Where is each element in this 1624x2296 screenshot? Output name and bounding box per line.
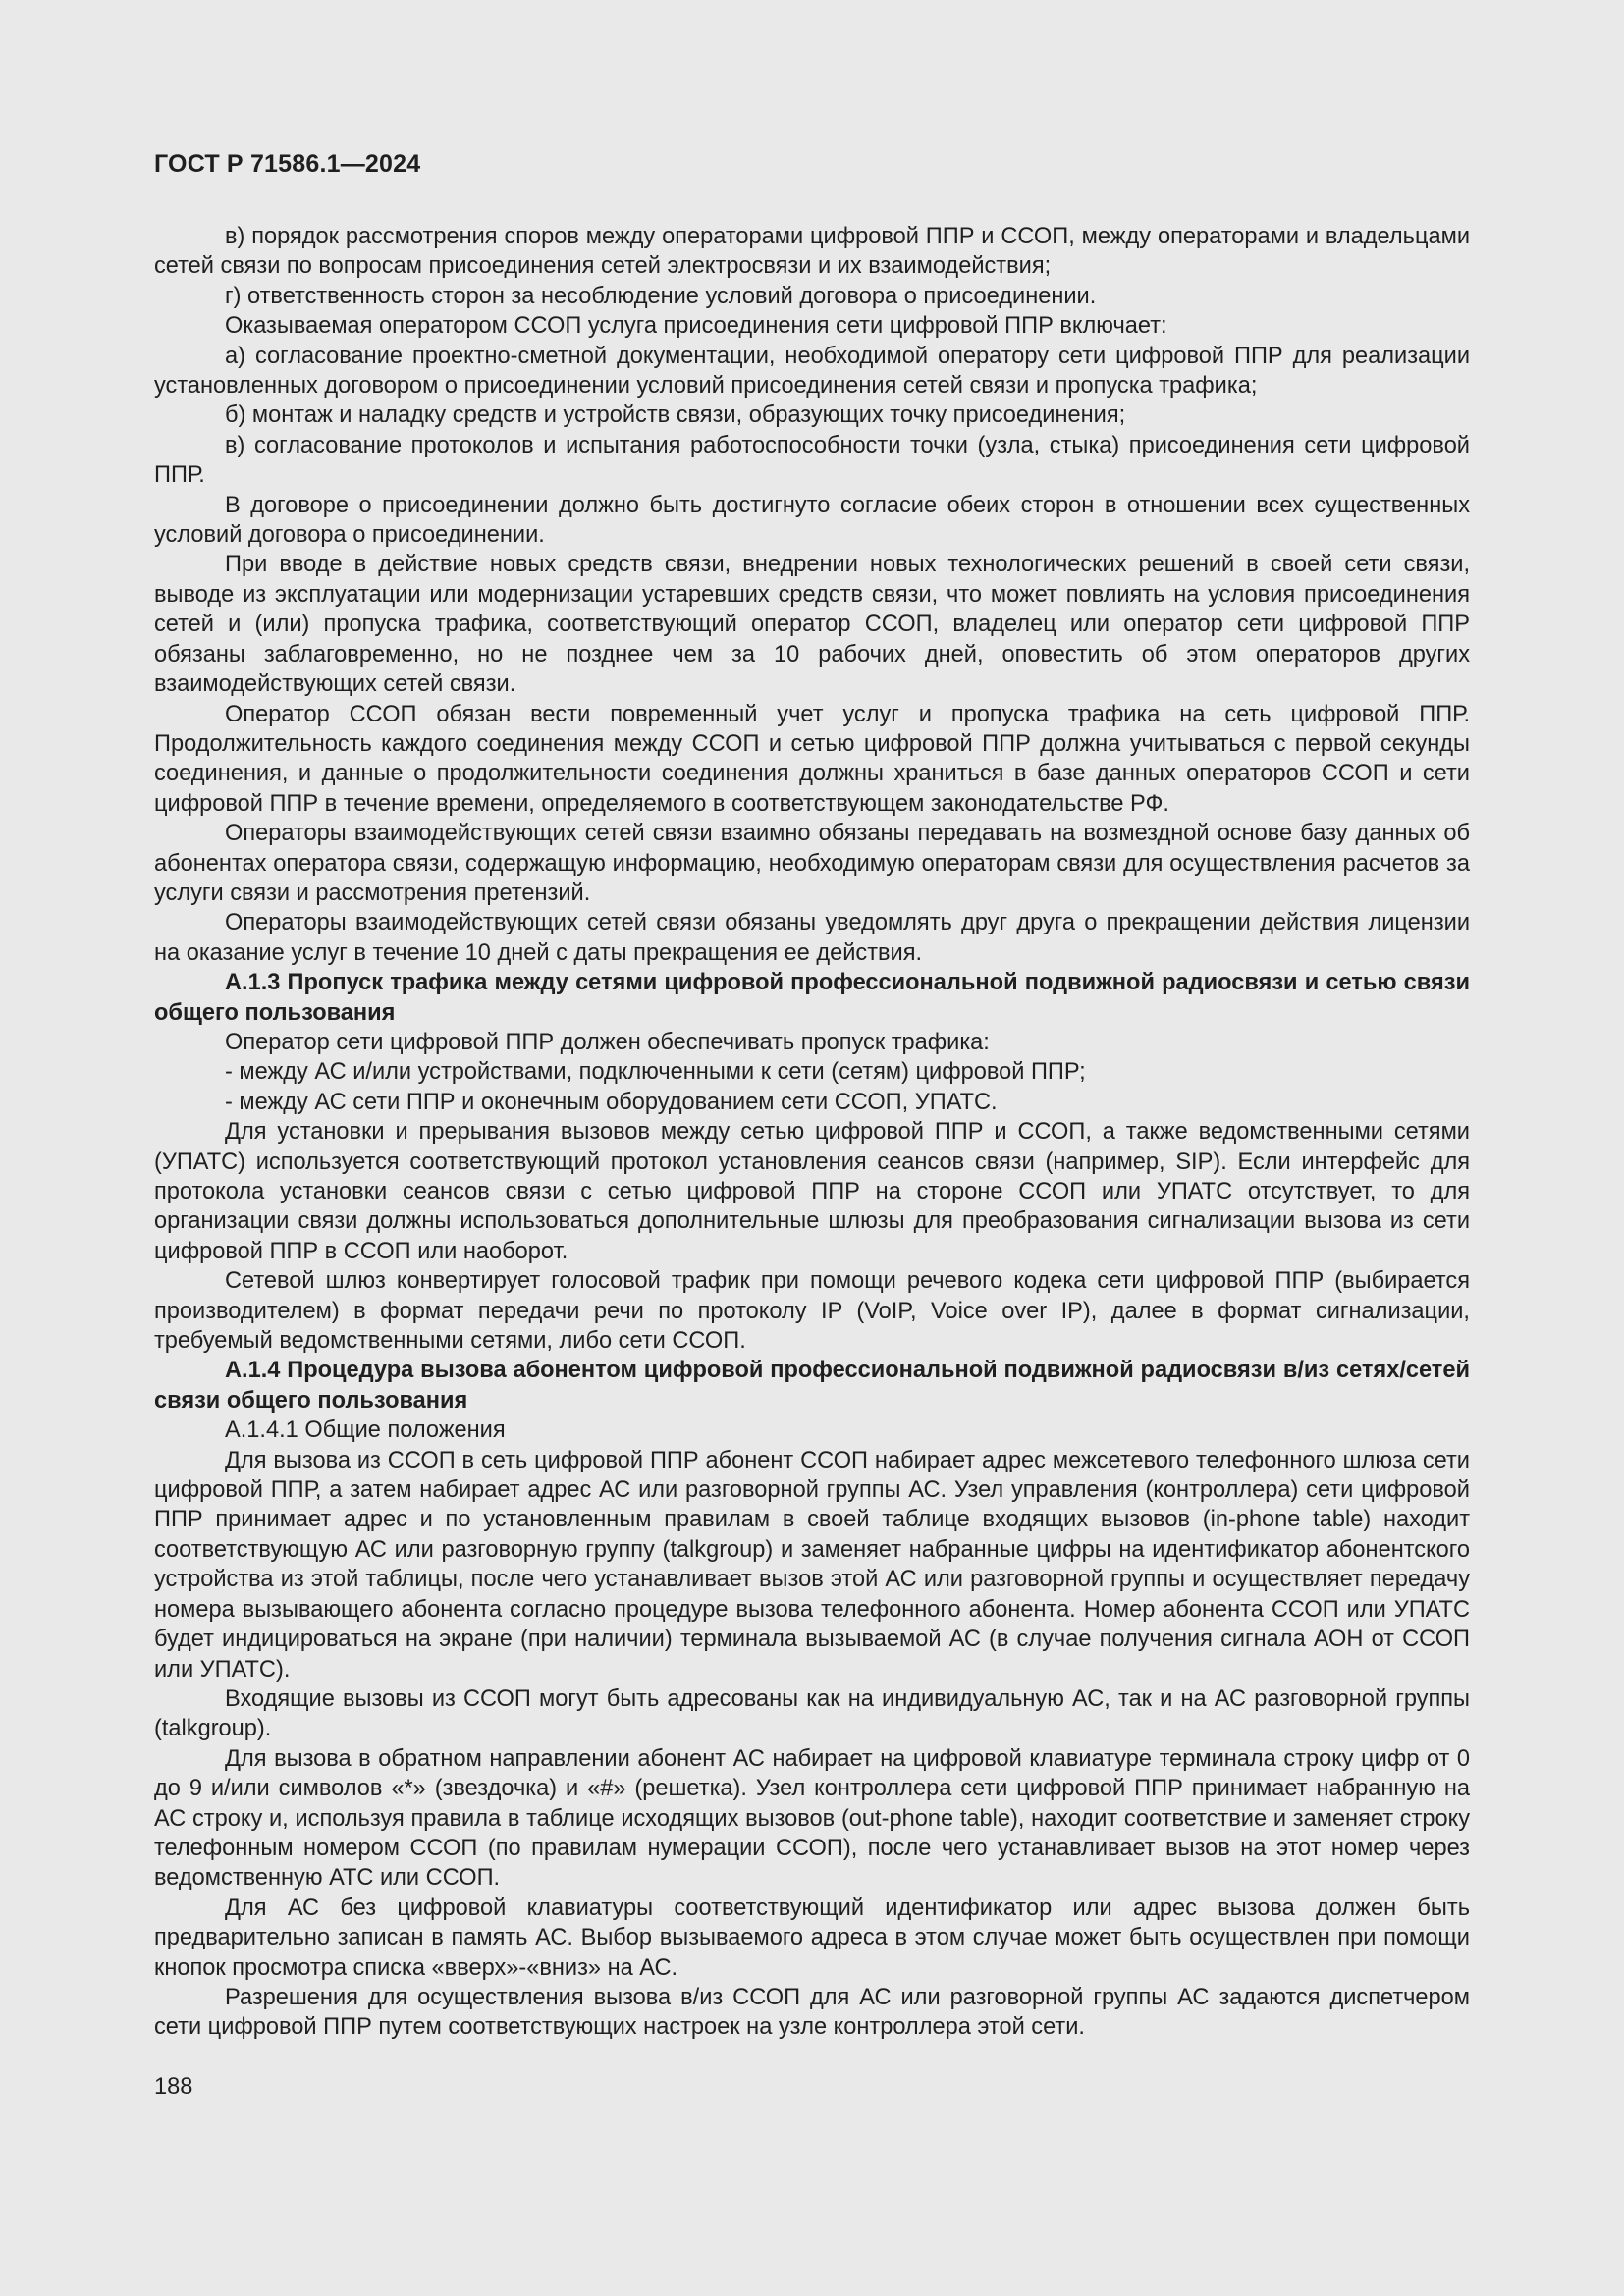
paragraph: Операторы взаимодействующих сетей связи взаимно обязаны передавать на возмездной основе базу данных об абонентах оператора связи, содержащую информацию, необходимую операторам связи для осуществления расчетов за услуги связи и рассмотрения претензий. [154, 821, 1470, 906]
document-body [154, 222, 1470, 2043]
paragraph: б) монтаж и наладку средств и устройств связи, образующих точку присоединения; [225, 402, 1126, 429]
paragraph: Операторы взаимодействующих сетей связи обязаны уведомлять друг друга о прекращении действия лицензии на оказание услуг в течение 10 дней с даты прекращения ее действия. [154, 910, 1470, 966]
paragraph: г) ответственность сторон за несоблюдение условий договора о присоединении. [225, 283, 1097, 309]
document-header: ГОСТ Р 71586.1—2024 [154, 150, 421, 178]
paragraph: Для вызова в обратном направлении абонент АС набирает на цифровой клавиатуре терминала строку цифр от 0 до 9 и/или символов «*» (звездочка) и «#» (решетка). Узел контроллера сети цифровой ППР принимает набранную на АС строку и, используя правила в таблице исходящих вызовов (out-phone table), находит соответствие и заменяет строку телефонным номером ССОП (по правилам нумерации ССОП), после чего устанавливает вызов на этот номер через ведомственную АТС или ССОП. [154, 1745, 1470, 1892]
paragraph: - между АС сети ППР и оконечным оборудованием сети ССОП, УПАТС. [225, 1089, 998, 1115]
page-number: 188 [154, 2074, 193, 2100]
paragraph: Разрешения для осуществления вызова в/из ССОП для АС или разговорной группы АС задаются диспетчером сети цифровой ППР путем соответствующих настроек на узле контроллера этой сети. [154, 1984, 1470, 2041]
paragraph: Для установки и прерывания вызовов между сетью цифровой ППР и ССОП, а также ведомственными сетями (УПАТС) используется соответствующий протокол установления сеансов связи (например, SIP). Если интерфейс для протокола установки сеансов связи с сетью цифровой ППР на стороне ССОП или УПАТС отсутствует, то для организации связи должны использоваться дополнительные шлюзы для преобразования сигнализации вызова из сети цифровой ППР в ССОП или наоборот. [154, 1119, 1470, 1264]
paragraph: в) согласование протоколов и испытания работоспособности точки (узла, стыка) присоединения сети цифровой ППР. [154, 432, 1470, 489]
paragraph: Оператор сети цифровой ППР должен обеспечивать пропуск трафика: [225, 1029, 990, 1055]
section-heading: А.1.4 Процедура вызова абонентом цифровой профессиональной подвижной радиосвязи в/из сетях/сетей связи общего пользования [154, 1358, 1470, 1414]
paragraph: Для АС без цифровой клавиатуры соответствующий идентификатор или адрес вызова должен быть предварительно записан в память АС. Выбор вызываемого адреса в этом случае может быть осуществлен при помощи кнопок просмотра списка «вверх»-«вниз» на АС. [154, 1895, 1470, 1981]
paragraph: Оказываемая оператором ССОП услуга присоединения сети цифровой ППР включает: [225, 313, 1167, 340]
section-heading: А.1.3 Пропуск трафика между сетями цифровой профессиональной подвижной радиосвязи и сетью связи общего пользования [154, 970, 1470, 1026]
paragraph: Оператор ССОП обязан вести повременный учет услуг и пропуска трафика на сеть цифровой ППР. Продолжительность каждого соединения между ССОП и сетью цифровой ППР должна учитываться с первой секунды соединения, и данные о продолжительности соединения должны храниться в базе данных операторов ССОП и сети цифровой ППР в течение времени, определяемого в соответствующем законодательстве РФ. [154, 701, 1470, 817]
paragraph: При вводе в действие новых средств связи, внедрении новых технологических решений в своей сети связи, выводе из эксплуатации или модернизации устаревших средств связи, что может повлиять на условия присоединения сетей и (или) пропуска трафика, соответствующий оператор ССОП, владелец или оператор сети цифровой ППР обязаны заблаговременно, но не позднее чем за 10 рабочих дней, оповестить об этом операторов других взаимодействующих сетей связи. [154, 552, 1470, 698]
paragraph: В договоре о присоединении должно быть достигнуто согласие обеих сторон в отношении всех существенных условий договора о присоединении. [154, 492, 1470, 549]
paragraph: в) порядок рассмотрения споров между операторами цифровой ППР и ССОП, между операторами и владельцами сетей связи по вопросам присоединения сетей электросвязи и их взаимодействия; [154, 224, 1470, 280]
paragraph: а) согласование проектно-сметной документации, необходимой оператору сети цифровой ППР для реализации установленных договором о присоединении условий присоединения сетей связи и пропуска трафика; [154, 343, 1470, 400]
paragraph: Входящие вызовы из ССОП могут быть адресованы как на индивидуальную АС, так и на АС разговорной группы (talkgroup). [154, 1685, 1470, 1742]
paragraph: А.1.4.1 Общие положения [225, 1417, 506, 1444]
paragraph: Для вызова из ССОП в сеть цифровой ППР абонент ССОП набирает адрес межсетевого телефонного шлюза сети цифровой ППР, а затем набирает адрес АС или разговорной группы АС. Узел управления (контроллера) сети цифровой ППР принимает адрес и по установленным правилам в своей таблице входящих вызовов (in-phone table) находит соответствующую АС или разговорную группу (talkgroup) и заменяет набранные цифры на идентификатор абонентского устройства из этой таблицы, после чего устанавливает вызов этой АС или разговорной группы и осуществляет передачу номера вызывающего абонента согласно процедуре вызова телефонного абонента. Номер абонента ССОП или УПАТС будет индицироваться на экране (при наличии) терминала вызываемой АС (в случае получения сигнала АОН от ССОП или УПАТС). [154, 1447, 1470, 1682]
paragraph: - между АС и/или устройствами, подключенными к сети (сетям) цифровой ППР; [225, 1059, 1086, 1086]
paragraph: Сетевой шлюз конвертирует голосовой трафик при помощи речевого кодека сети цифровой ППР (выбирается производителем) в формат передачи речи по протоколу IP (VoIP, Voice over IP), далее в формат сигнализации, требуемый ведомственными сетями, либо сети ССОП. [154, 1268, 1470, 1355]
